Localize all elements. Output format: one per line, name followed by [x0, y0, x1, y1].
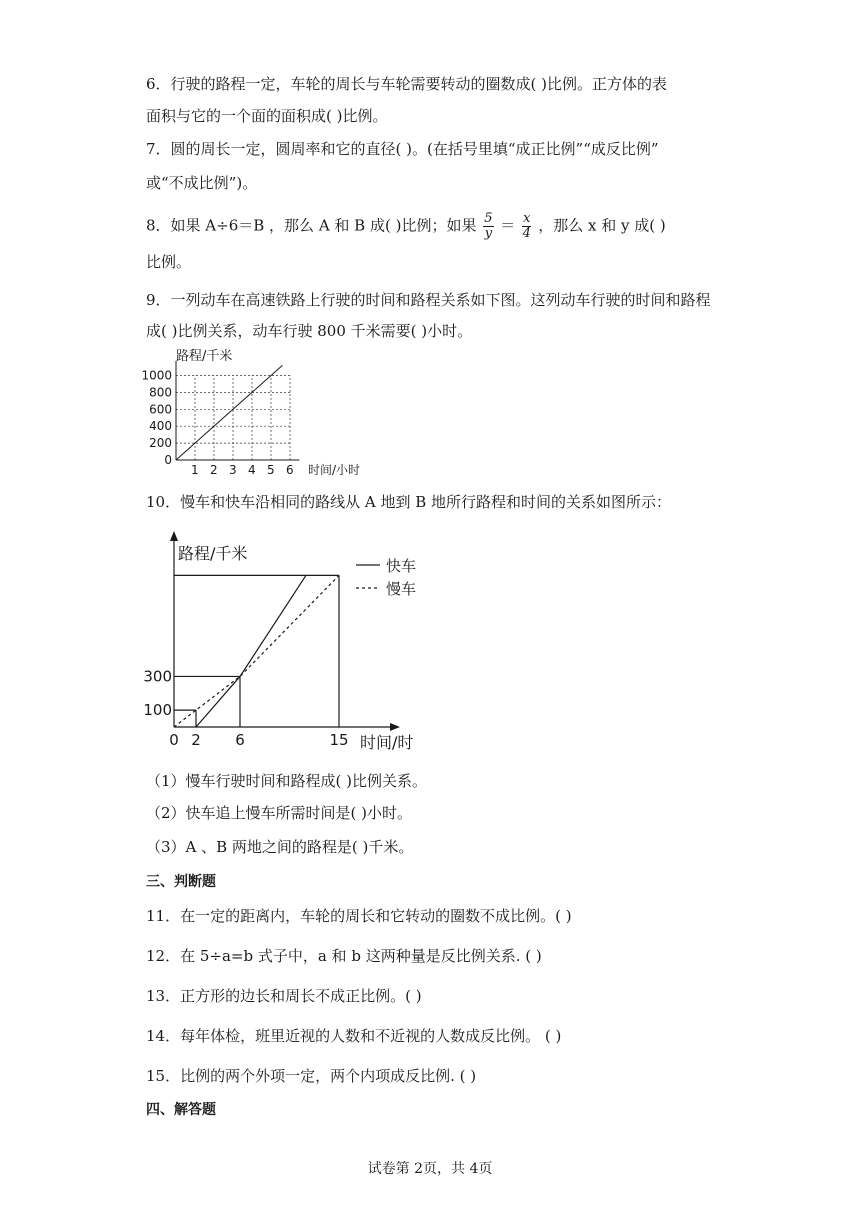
chart1-series: [176, 365, 282, 460]
q8-part1: 8．如果 A÷6＝B ，那么 A 和 B 成( )比例；如果: [146, 216, 477, 235]
q9-distance-time-chart: [140, 340, 400, 480]
series-fast: [196, 575, 306, 727]
q8-line1: [146, 212, 666, 241]
y-tick-label: 200: [149, 436, 172, 451]
q8-eq: ＝: [500, 216, 516, 235]
y-axis-arrow: [170, 531, 178, 541]
x-tick-label: 3: [229, 463, 237, 477]
q8-frac-den: y: [484, 226, 493, 241]
q10-sub3: （3）A 、B 两地之间的路程是( )千米。: [146, 838, 414, 856]
section-3-title: 三、判断题: [146, 874, 216, 890]
q8-line2: 比例。: [146, 253, 192, 271]
q6-line2: 面积与它的一个面的面积成( )比例。: [146, 107, 388, 125]
x-tick-label: 0: [169, 731, 179, 749]
y-tick-label: 600: [149, 402, 172, 417]
q6-line1: 6．行驶的路程一定，车轮的周长与车轮需要转动的圈数成( )比例。正方体的表: [146, 75, 668, 93]
series-line: [176, 365, 282, 460]
legend-slow-label: 慢车: [386, 580, 417, 598]
chart2-y-label: 路程/千米: [178, 544, 248, 563]
x-axis-arrow: [390, 723, 400, 731]
q8-part2: ，那么 x 和 y 成( ): [538, 216, 666, 235]
q8-fraction-5-over-y: [483, 212, 493, 241]
x-tick-label: 2: [210, 463, 218, 477]
x-tick-label: 5: [267, 463, 275, 477]
chart1-x-label: 时间/小时: [308, 463, 361, 477]
q11: 11．在一定的距离内，车轮的周长和它转动的圈数不成比例。( ): [146, 907, 572, 925]
q13: 13．正方形的边长和周长不成正比例。( ): [146, 987, 422, 1005]
q10-fast-slow-car-chart: [140, 525, 450, 755]
q8-fraction-x-over-4: [522, 212, 531, 241]
x-tick-label: 6: [235, 731, 245, 749]
section-4-title: 四、解答题: [146, 1102, 216, 1118]
y-tick-label: 800: [149, 385, 172, 400]
q10-sub1: （1）慢车行驶时间和路程成( )比例关系。: [146, 772, 428, 790]
y-tick-label: 0: [164, 453, 172, 467]
q12: 12．在 5÷a=b 式子中，a 和 b 这两种量是反比例关系. ( ): [146, 947, 542, 965]
q7-line1: 7．圆的周长一定，圆周率和它的直径( )。(在括号里填“成正比例”“成反比例”: [146, 140, 659, 158]
chart1-axes: [176, 361, 300, 460]
q9-line2: 成( )比例关系，动车行驶 800 千米需要( )小时。: [146, 322, 473, 340]
x-tick-label: 4: [248, 463, 256, 477]
q7-line2: 或“不成比例”)。: [146, 174, 258, 192]
q10-line1: 10．慢车和快车沿相同的路线从 A 地到 B 地所行路程和时间的关系如图所示：: [146, 493, 672, 511]
x-tick-label: 1: [191, 463, 199, 477]
q9-line1: 9．一列动车在高速铁路上行驶的时间和路程关系如下图。这列动车行驶的时间和路程: [146, 291, 711, 309]
y-tick-label: 400: [149, 419, 172, 434]
x-tick-label: 15: [329, 731, 349, 749]
q8-frac-num: 5: [484, 211, 493, 226]
q14: 14．每年体检，班里近视的人数和不近视的人数成反比例。 ( ): [146, 1027, 562, 1045]
chart1-y-label: 路程/千米: [176, 349, 233, 364]
q8-frac2-num: x: [523, 211, 531, 226]
y-tick-label: 300: [143, 667, 172, 686]
y-tick-label: 1000: [141, 368, 172, 383]
y-tick-label: 100: [143, 701, 172, 720]
chart2-x-label: 时间/时: [360, 733, 414, 752]
x-tick-label: 6: [286, 463, 294, 477]
legend-fast-label: 快车: [386, 557, 417, 575]
q8-frac2-den: 4: [522, 226, 531, 241]
q15: 15．比例的两个外项一定，两个内项成反比例. ( ): [146, 1067, 477, 1085]
chart2-series: [174, 575, 339, 727]
page-footer: 试卷第 2页，共 4页: [367, 1161, 493, 1177]
chart2-legend: [356, 557, 416, 598]
q10-sub2: （2）快车追上慢车所需时间是( )小时。: [146, 804, 413, 822]
chart1-grid: [176, 376, 290, 461]
x-tick-label: 2: [191, 731, 201, 749]
